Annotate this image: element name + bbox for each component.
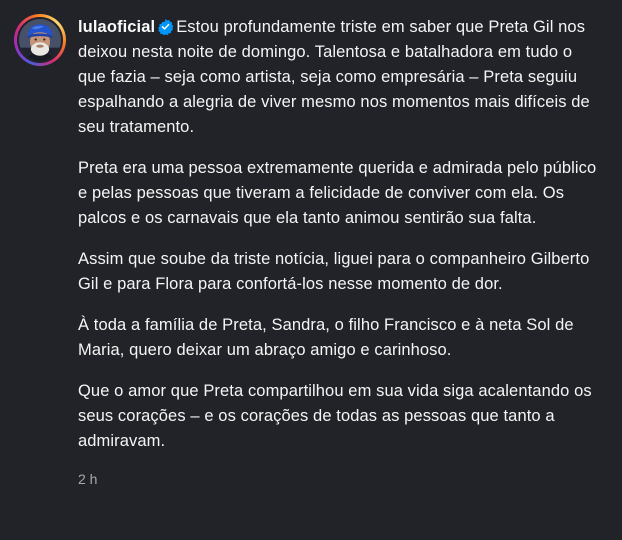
caption-paragraph [78,15,600,140]
timestamp: 2 h [78,471,98,487]
caption-paragraph: Preta era uma pessoa extremamente querida e admirada pelo público e pelas pessoas que tiveram a felicidade de conviver com ela. Os palcos e os carnavais que ela tanto animou sentirão sua falta. [78,159,597,227]
story-ring [14,14,66,66]
profile-photo [17,17,63,63]
caption-text [78,15,600,454]
caption-paragraph: À toda a família de Preta, Sandra, o filho Francisco e à neta Sol de Maria, quero deixar um abraço amigo e carinhoso. [78,316,574,359]
caption-paragraph-text: Estou profundamente triste em saber que Preta Gil nos deixou nesta noite de domingo. Talentosa e batalhadora em tudo o que fazia – seja como artista, seja como empresária – Preta seguiu espalhando a alegria de viver mesmo nos momentos mais difíceis de seu tratamento. [78,18,590,136]
profile-photo-image [19,19,61,61]
caption-paragraph: Que o amor que Preta compartilhou em sua vida siga acalentando os seus corações – e os corações de todas as pessoas que tanto a admiravam. [78,382,592,450]
username-link[interactable]: lulaoficial [78,18,156,36]
caption-content [78,15,600,488]
caption-paragraph: Assim que soube da triste notícia, liguei para o companheiro Gilberto Gil e para Flora para confortá-los nesse momento de dor. [78,250,590,293]
verified-badge-icon [157,18,174,35]
profile-avatar[interactable] [14,14,66,66]
